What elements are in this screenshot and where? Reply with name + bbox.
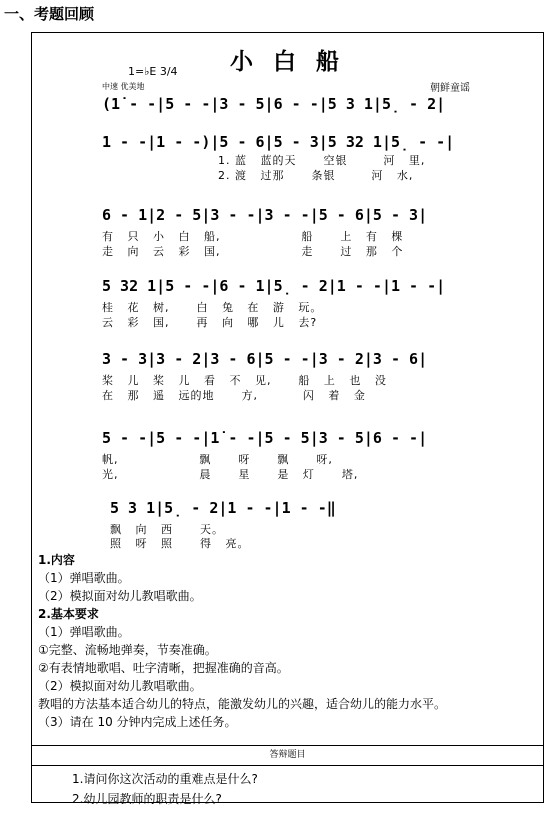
requirements-section <box>38 551 538 731</box>
notation-line: 5 32 1|5 - -|6 - 1|5̣ - 2|1 - -|1 - -| <box>102 277 446 295</box>
content-heading: 1.内容 <box>38 553 75 567</box>
basic-item: ①完整、流畅地弹奏，节奏准确。 <box>38 643 217 657</box>
basic-item: （3）请在 10 分钟内完成上述任务。 <box>38 715 237 729</box>
content-item: （2）模拟面对幼儿教唱歌曲。 <box>38 589 202 603</box>
lyric-line: 桨 儿 桨 儿 看 不 见, 船 上 也 没 <box>102 374 387 387</box>
key-signature: 1=♭E 3/4 <box>128 65 178 78</box>
lyric-line: 光, 晨 星 是 灯 塔, <box>102 468 359 481</box>
lyric-line: 走 向 云 彩 国, 走 过 那 个 <box>102 245 404 258</box>
basic-item: 教唱的方法基本适合幼儿的特点，能激发幼儿的兴趣，适合幼儿的能力水平。 <box>38 697 447 711</box>
section-title: 一、考题回顾 <box>4 5 95 23</box>
qa-question: 1.请问你这次活动的重难点是什么? <box>72 772 258 786</box>
lyric-line: 照 呀 照 得 亮。 <box>110 537 250 550</box>
basic-item: ②有表情地歌唱、吐字清晰，把握准确的音高。 <box>38 661 289 675</box>
lyric-line: 在 那 遥 远的地 方, 闪 着 金 <box>102 389 366 402</box>
notation-line: 6 - 1|2 - 5|3 - -|3 - -|5 - 6|5 - 3| <box>102 206 428 224</box>
lyric-line: 云 彩 国, 再 向 哪 儿 去? <box>102 316 318 329</box>
notation-line: 1 - -|1 - -)|5 - 6|5 - 3|5 32 1|5̣ - -| <box>102 133 455 151</box>
song-origin: 朝鲜童谣 <box>430 83 470 94</box>
content-item: （1）弹唱歌曲。 <box>38 571 130 585</box>
notation-line: (1̇ - -|5 - -|3 - 5|6 - -|5 3 1|5̣ - 2| <box>102 95 446 113</box>
basic-item: （2）模拟面对幼儿教唱歌曲。 <box>38 679 202 693</box>
qa-question: 2.幼儿园教师的职责是什么? <box>72 792 222 806</box>
lyric-line: 2. 渡 过那 条银 河 水, <box>218 169 414 182</box>
notation-line: 3 - 3|3 - 2|3 - 6|5 - -|3 - 2|3 - 6| <box>102 350 428 368</box>
basic-item: （1）弹唱歌曲。 <box>38 625 130 639</box>
lyric-line: 帆, 飘 呀 飘 呀, <box>102 453 333 466</box>
basic-heading: 2.基本要求 <box>38 607 99 621</box>
song-title: 小 白 船 <box>229 49 345 75</box>
lyric-line: 有 只 小 白 船, 船 上 有 棵 <box>102 230 404 243</box>
notation-line: 5 3 1|5̣ - 2|1 - -|1 - -‖ <box>110 499 336 517</box>
lyric-line: 1. 蓝 蓝的天 空银 河 里, <box>218 154 426 167</box>
lyric-line: 飘 向 西 天。 <box>110 523 224 536</box>
notation-line: 5 - -|5 - -|1̇ - -|5 - 5|3 - 5|6 - -| <box>102 429 428 447</box>
tempo-marking: 中速 优美地 <box>102 82 145 91</box>
lyric-line: 桂 花 树, 白 兔 在 游 玩。 <box>102 301 323 314</box>
music-score <box>32 33 543 551</box>
qa-heading: 答辩题目 <box>32 745 543 766</box>
exam-frame <box>31 32 544 806</box>
